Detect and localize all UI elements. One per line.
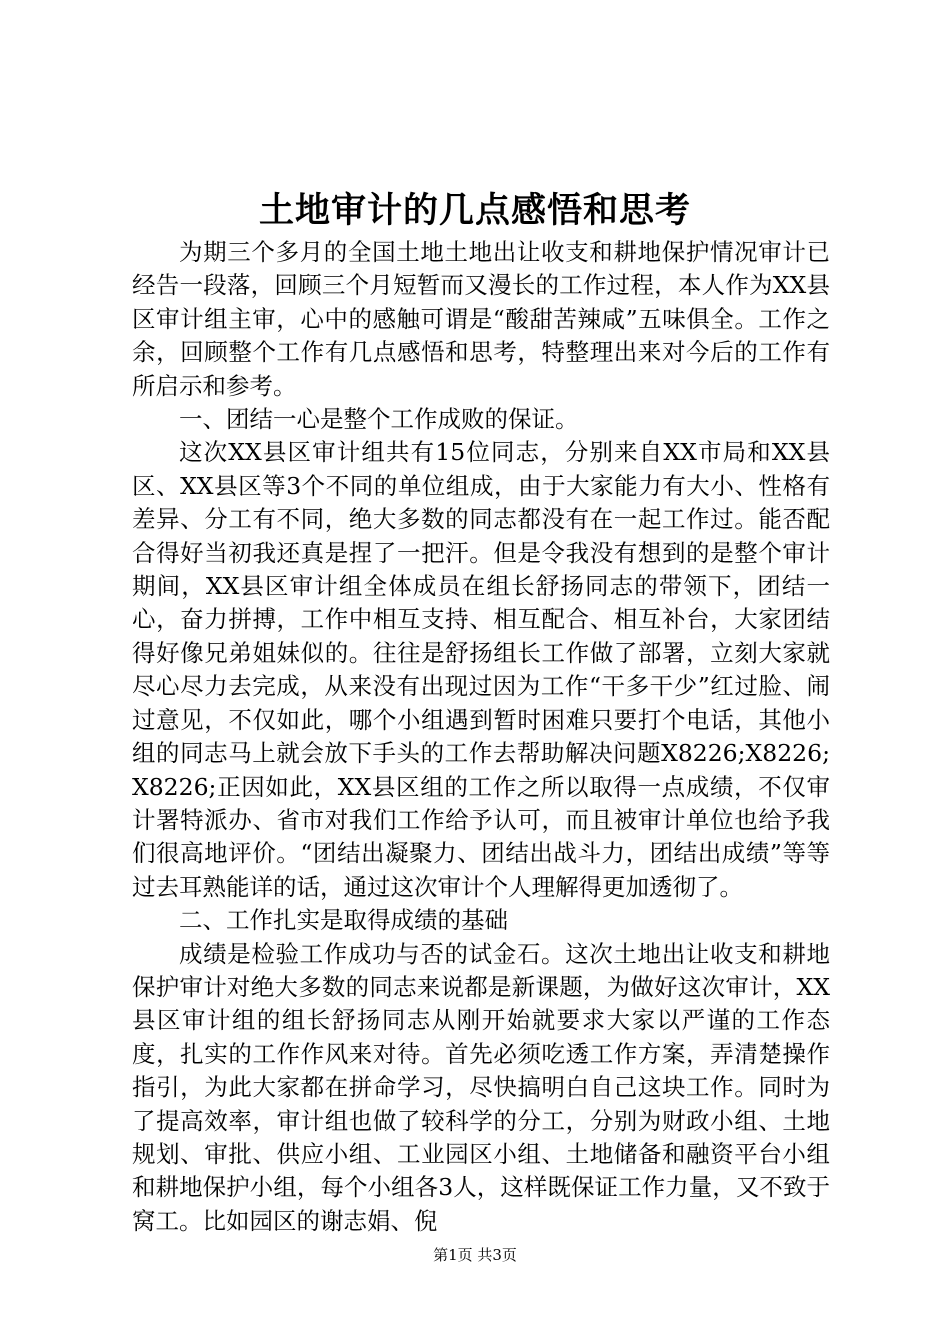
paragraph-intro: 为期三个多月的全国土地土地出让收支和耕地保护情况审计已经告一段落，回顾三个月短暂而又漫长的工作过程，本人作为XX县区审计组主审，心中的感触可谓是“酸甜苦辣咸”五味俱全。工作之余，回顾整个工作有几点感悟和思考，特整理出来对今后的工作有所启示和参考。 <box>132 238 830 400</box>
document-body <box>132 236 830 1238</box>
paragraph-work: 成绩是检验工作成功与否的试金石。这次土地出让收支和耕地保护审计对绝大多数的同志来说都是新课题，为做好这次审计，XX县区审计组的组长舒扬同志从刚开始就要求大家以严谨的工作态度，扎实的工作作风来对待。首先必须吃透工作方案，弄清楚操作指引，为此大家都在拼命学习，尽快搞明白自己这块工作。同时为了提高效率，审计组也做了较科学的分工，分别为财政小组、土地规划、审批、供应小组、工业园区小组、土地储备和融资平台小组和耕地保护小组，每个小组各3人，这样既保证工作力量，又不致于窝工。比如园区的谢志娟、倪 <box>132 939 830 1235</box>
page-footer: 第1页 共3页 <box>433 1246 517 1264</box>
section-heading-1: 一、团结一心是整个工作成败的保证。 <box>179 405 579 434</box>
document-title: 土地审计的几点感悟和思考 <box>258 191 691 231</box>
section-heading-2: 二、工作扎实是取得成绩的基础 <box>179 906 508 935</box>
paragraph-unity: 这次XX县区审计组共有15位同志，分别来自XX市局和XX县区、XX县区等3个不同的单位组成，由于大家能力有大小、性格有差异、分工有不同，绝大多数的同志都没有在一起工作过。能否配合得好当初我还真是捏了一把汗。但是令我没有想到的是整个审计期间，XX县区审计组全体成员在组长舒扬同志的带领下，团结一心，奋力拼搏，工作中相互支持、相互配合、相互补台，大家团结得好像兄弟姐妹似的。往往是舒扬组长工作做了部署，立刻大家就尽心尽力去完成，从来没有出现过因为工作“干多干少”红过脸、闹过意见，不仅如此，哪个小组遇到暂时困难只要打个电话，其他小组的同志马上就会放下手头的工作去帮助解决问题X8226;X8226;X8226;正因如此，XX县区组的工作之所以取得一点成绩，不仅审计署特派办、省市对我们工作给予认可，而且被审计单位也给予我们很高地评价。“团结出凝聚力、团结出战斗力，团结出成绩”等等过去耳熟能详的话，通过这次审计个人理解得更加透彻了。 <box>132 438 830 901</box>
